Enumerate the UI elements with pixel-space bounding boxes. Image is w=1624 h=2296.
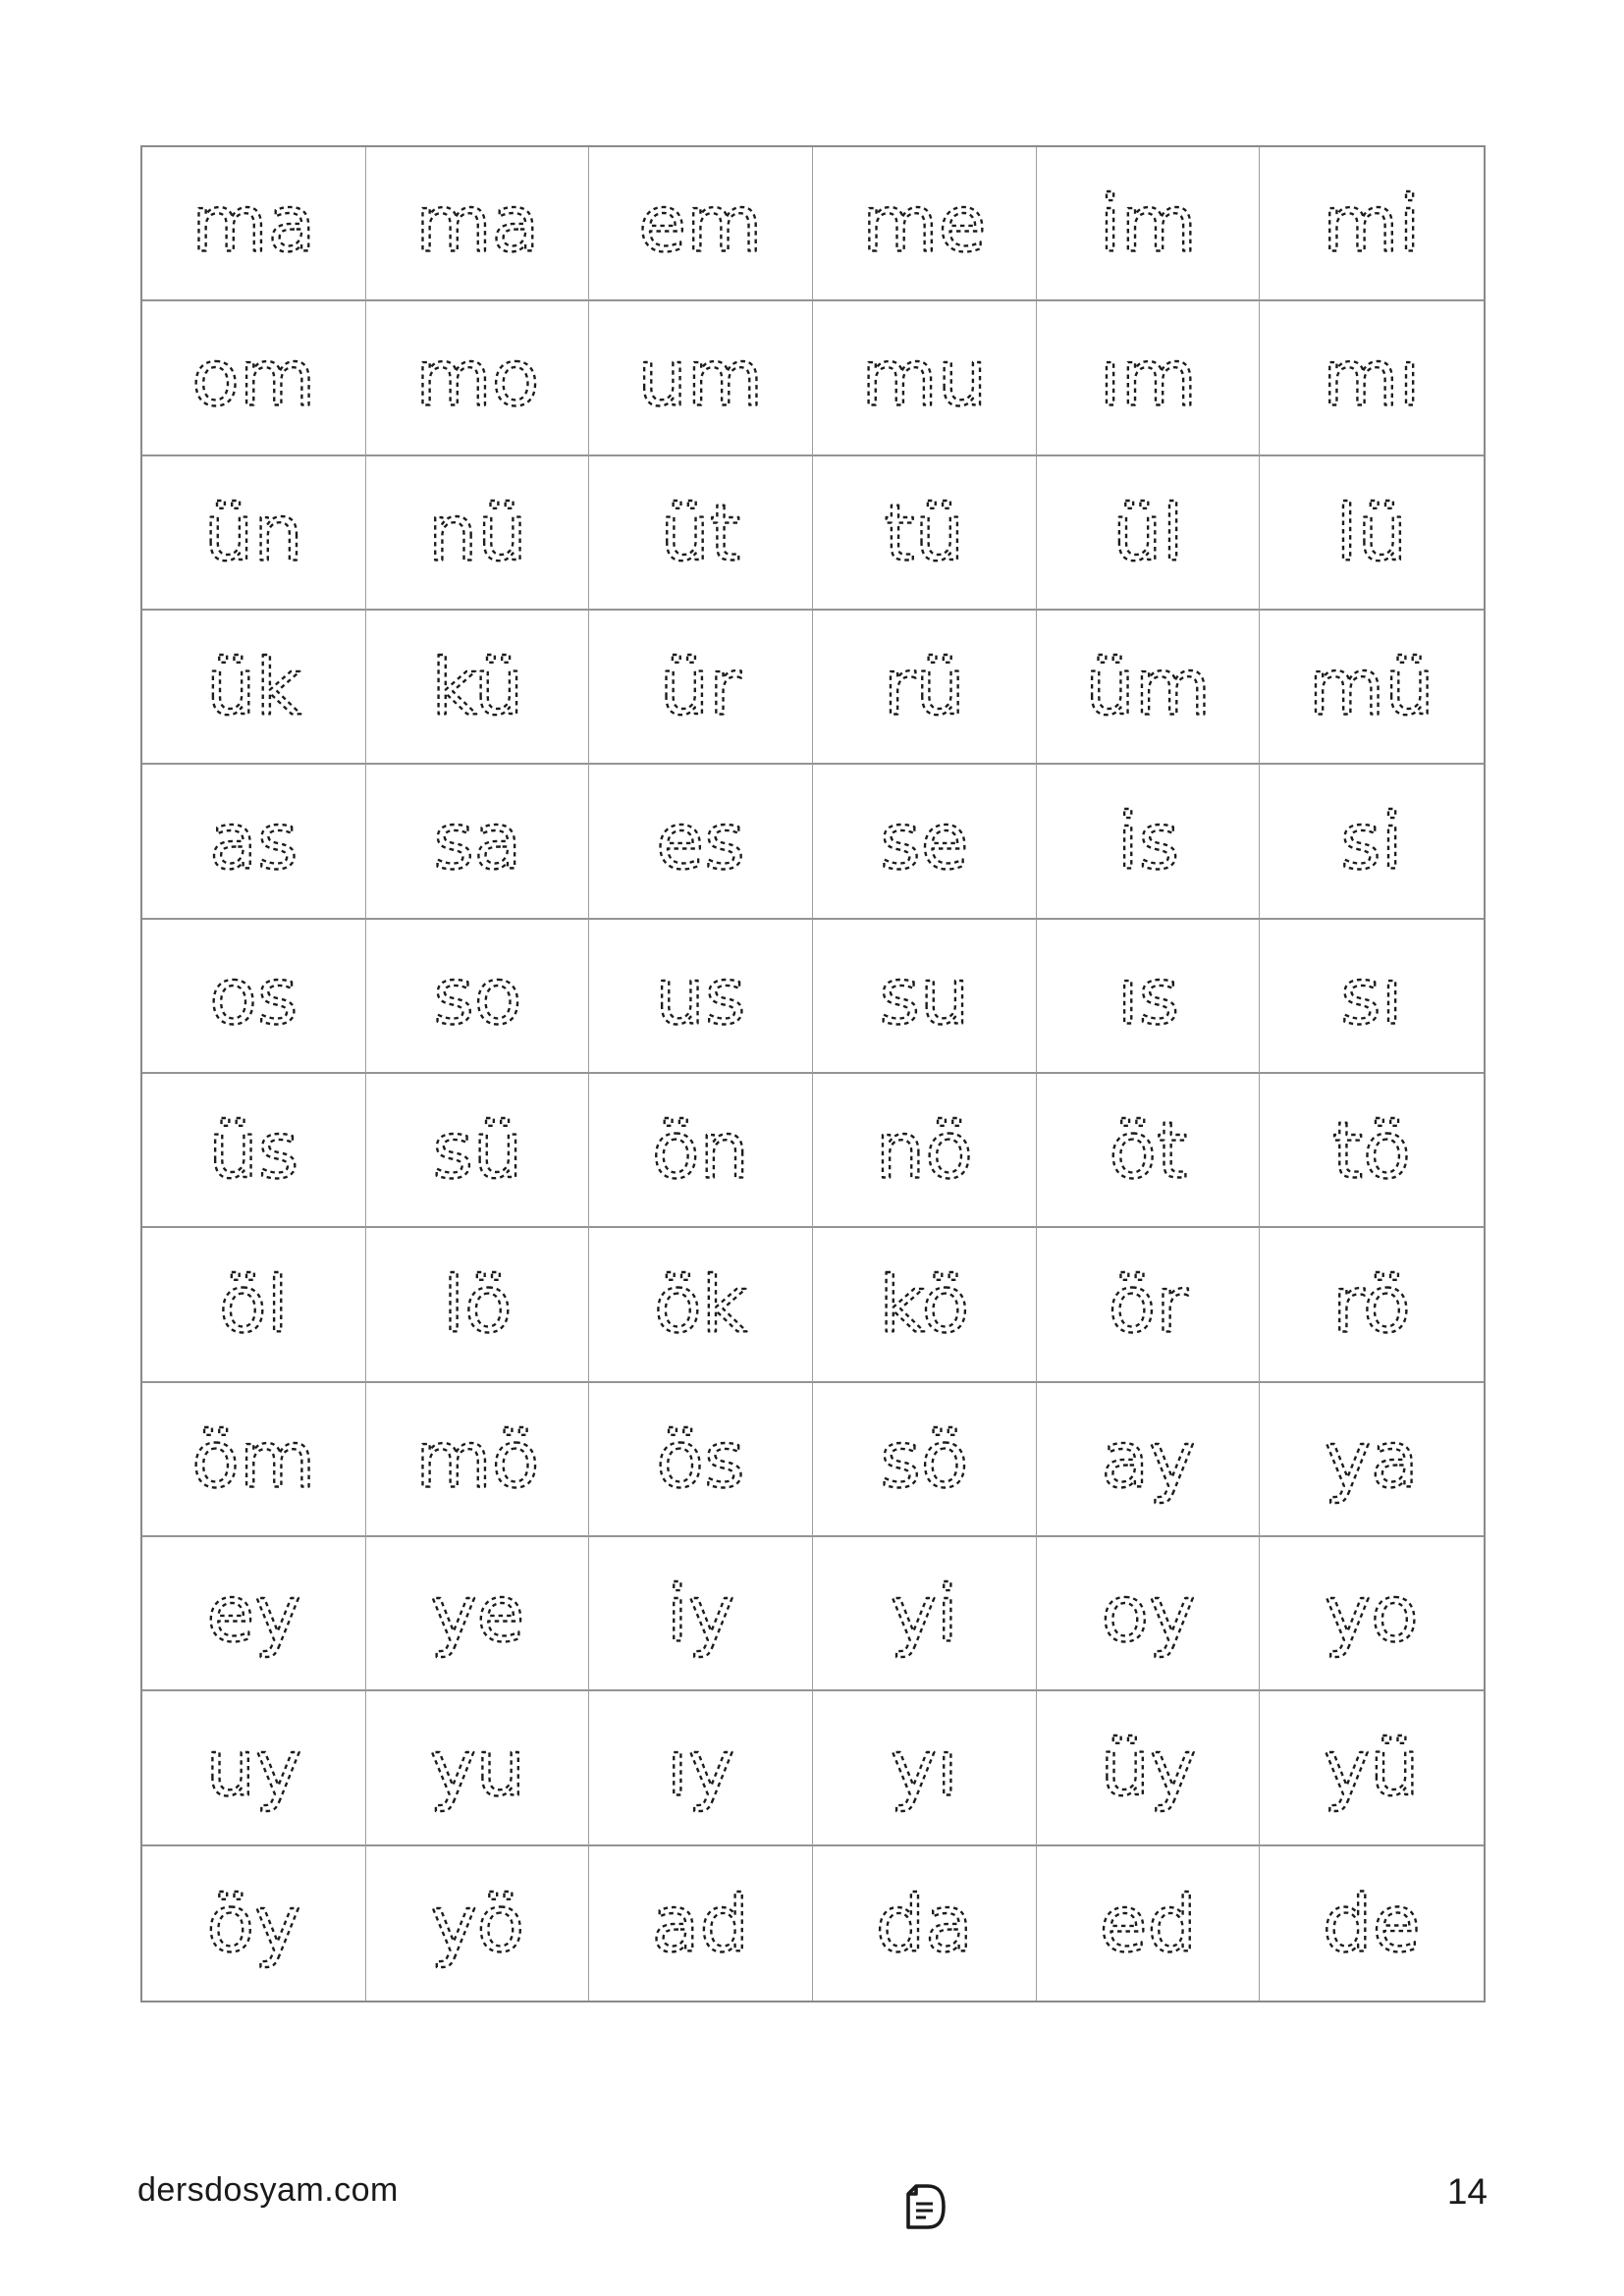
trace-cell [813,765,1037,919]
trace-syllable: me [862,178,987,270]
trace-syllable: lö [442,1258,513,1351]
trace-cell [589,1537,813,1691]
trace-syllable: ük [206,641,301,733]
trace-cell [589,1846,813,2001]
trace-syllable: mo [414,332,540,424]
trace-syllable: ıy [667,1722,735,1814]
trace-cell [589,456,813,611]
trace-cell [142,611,366,765]
page-footer [137,2171,1488,2234]
trace-cell [142,147,366,301]
trace-syllable: iy [667,1568,735,1660]
trace-syllable: su [879,950,970,1042]
trace-syllable: oy [1101,1568,1195,1660]
trace-cell [813,1383,1037,1537]
trace-syllable: sö [880,1414,969,1506]
trace-syllable: nö [875,1104,973,1197]
trace-syllable: ma [191,178,316,270]
trace-syllable: se [880,795,969,887]
trace-syllable: es [656,795,745,887]
trace-cell [813,1691,1037,1845]
trace-cell [813,1228,1037,1382]
page-number: 14 [1446,2171,1488,2212]
trace-syllable: ye [430,1568,524,1660]
trace-syllable: yi [890,1568,958,1660]
trace-cell [1037,611,1261,765]
trace-cell [366,611,590,765]
trace-syllable: ım [1099,332,1197,424]
trace-syllable: kü [430,641,523,733]
trace-cell [589,301,813,455]
trace-cell [1260,920,1484,1074]
trace-syllable: ad [652,1878,750,1970]
trace-syllable: rö [1332,1258,1412,1351]
trace-syllable: so [432,950,522,1042]
trace-syllable: de [1323,1878,1422,1970]
trace-cell [1037,1846,1261,2001]
trace-cell [1260,147,1484,301]
trace-cell [1037,1074,1261,1228]
trace-syllable: om [191,332,316,424]
trace-syllable: mö [414,1414,540,1506]
trace-syllable: ay [1101,1414,1195,1506]
trace-syllable: ül [1111,487,1184,579]
trace-syllable: yö [430,1878,524,1970]
trace-cell [1037,1691,1261,1845]
trace-cell [142,456,366,611]
trace-cell [142,1537,366,1691]
trace-syllable: üs [208,1104,299,1197]
trace-cell [1037,1383,1261,1537]
trace-syllable: mu [861,332,988,424]
trace-syllable: öt [1109,1104,1187,1197]
document-icon [895,2179,950,2234]
trace-syllable: yı [890,1722,958,1814]
trace-syllable: rü [883,641,965,733]
trace-syllable: as [209,795,298,887]
trace-cell [813,920,1037,1074]
trace-cell [366,1691,590,1845]
trace-syllable: öm [191,1414,316,1506]
trace-cell [142,1383,366,1537]
trace-cell [366,147,590,301]
trace-syllable: ey [206,1568,301,1660]
trace-syllable: im [1099,178,1197,270]
trace-syllable: tö [1332,1104,1412,1197]
trace-cell [589,611,813,765]
trace-syllable: nü [427,487,527,579]
trace-cell [142,1074,366,1228]
trace-cell [589,1691,813,1845]
trace-cell [142,1846,366,2001]
trace-cell [1260,301,1484,455]
website-label: dersdosyam.com [137,2171,399,2209]
trace-syllable: is [1116,795,1179,887]
trace-cell [813,1537,1037,1691]
trace-cell [1260,1383,1484,1537]
trace-cell [366,456,590,611]
trace-cell [366,1537,590,1691]
trace-cell [142,765,366,919]
trace-syllable: mı [1323,332,1422,424]
trace-cell [1260,1228,1484,1382]
trace-syllable: ör [1108,1258,1188,1351]
tracing-grid [140,145,1486,2002]
trace-cell [813,456,1037,611]
trace-cell [813,1074,1037,1228]
trace-cell [1037,765,1261,919]
trace-syllable: ün [203,487,303,579]
trace-cell [589,1383,813,1537]
trace-cell [1260,611,1484,765]
trace-cell [142,1228,366,1382]
trace-syllable: da [875,1878,973,1970]
trace-cell [366,1846,590,2001]
trace-cell [589,1074,813,1228]
trace-cell [366,1228,590,1382]
trace-syllable: us [655,950,746,1042]
trace-cell [589,765,813,919]
trace-syllable: tü [884,487,965,579]
trace-cell [1037,1228,1261,1382]
trace-syllable: ök [654,1258,748,1351]
trace-syllable: em [638,178,763,270]
trace-syllable: üm [1085,641,1211,733]
trace-syllable: ıs [1116,950,1179,1042]
trace-cell [366,765,590,919]
trace-syllable: um [637,332,764,424]
trace-cell [142,920,366,1074]
trace-syllable: ya [1325,1414,1420,1506]
trace-syllable: uy [205,1722,302,1814]
trace-syllable: ön [652,1104,750,1197]
trace-syllable: üy [1100,1722,1196,1814]
trace-cell [813,1846,1037,2001]
trace-cell [1037,920,1261,1074]
trace-syllable: öy [206,1878,301,1970]
trace-cell [366,1383,590,1537]
trace-syllable: sü [432,1104,522,1197]
trace-cell [1260,765,1484,919]
trace-syllable: öl [218,1258,289,1351]
trace-syllable: sa [432,795,522,887]
trace-cell [1037,456,1261,611]
trace-syllable: yu [429,1722,525,1814]
trace-syllable: yü [1324,1722,1420,1814]
trace-cell [1260,1074,1484,1228]
trace-cell [1037,301,1261,455]
trace-cell [1260,456,1484,611]
trace-syllable: mi [1323,178,1422,270]
trace-syllable: kö [879,1258,970,1351]
trace-syllable: ür [660,641,742,733]
trace-cell [1260,1537,1484,1691]
trace-syllable: os [209,950,298,1042]
trace-cell [1037,147,1261,301]
trace-cell [589,920,813,1074]
trace-cell [142,1691,366,1845]
trace-cell [589,1228,813,1382]
trace-cell [813,301,1037,455]
trace-cell [813,147,1037,301]
trace-cell [366,301,590,455]
trace-cell [1260,1846,1484,2001]
trace-syllable: sı [1340,950,1403,1042]
trace-cell [1260,1691,1484,1845]
trace-cell [366,1074,590,1228]
trace-syllable: ed [1099,1878,1197,1970]
trace-syllable: si [1340,795,1403,887]
trace-cell [366,920,590,1074]
trace-syllable: mü [1309,641,1435,733]
trace-syllable: lü [1335,487,1408,579]
trace-cell [142,301,366,455]
trace-cell [589,147,813,301]
trace-syllable: ös [656,1414,745,1506]
trace-syllable: üt [660,487,741,579]
trace-syllable: ma [414,178,540,270]
trace-syllable: yo [1325,1568,1420,1660]
trace-cell [813,611,1037,765]
trace-cell [1037,1537,1261,1691]
